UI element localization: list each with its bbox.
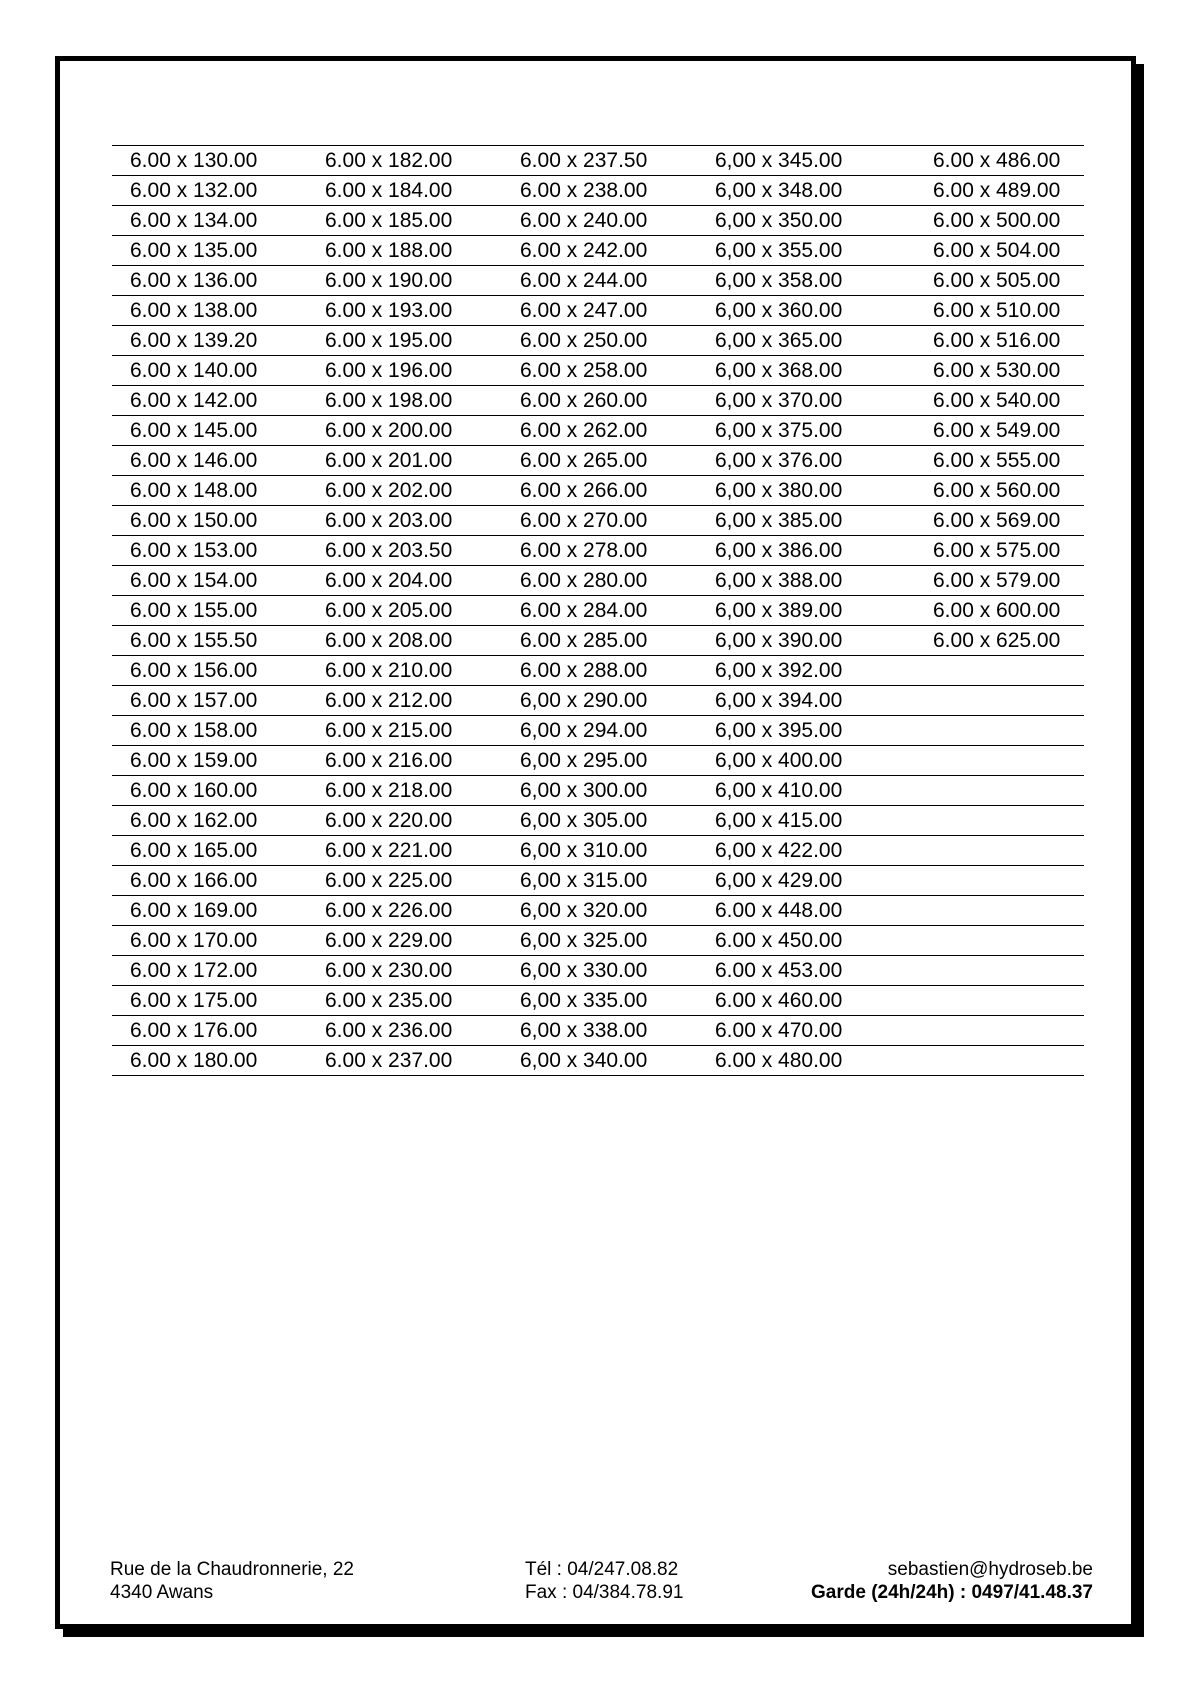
- table-cell: [915, 806, 1084, 836]
- table-cell: 6.00 x 156.00: [112, 656, 307, 686]
- table-cell: 6.00 x 184.00: [307, 176, 502, 206]
- table-cell: 6,00 x 360.00: [697, 296, 915, 326]
- table-cell: 6,00 x 355.00: [697, 236, 915, 266]
- table-cell: 6.00 x 285.00: [502, 626, 697, 656]
- table-cell: 6.00 x 235.00: [307, 986, 502, 1016]
- table-cell: 6,00 x 365.00: [697, 326, 915, 356]
- table-cell: 6.00 x 153.00: [112, 536, 307, 566]
- table-row: [112, 146, 1084, 176]
- table-cell: 6.00 x 230.00: [307, 956, 502, 986]
- table-cell: [915, 656, 1084, 686]
- table-cell: 6.00 x 505.00: [915, 266, 1084, 296]
- table-cell: 6,00 x 386.00: [697, 536, 915, 566]
- table-row: [112, 686, 1084, 716]
- table-row: [112, 626, 1084, 656]
- table-cell: 6.00 x 500.00: [915, 206, 1084, 236]
- table-cell: 6.00 x 530.00: [915, 356, 1084, 386]
- table-cell: 6.00 x 203.50: [307, 536, 502, 566]
- table-cell: 6.00 x 195.00: [307, 326, 502, 356]
- tel-number: Tél : 04/247.08.82: [525, 1559, 679, 1580]
- table-cell: 6.00 x 238.00: [502, 176, 697, 206]
- table-cell: 6.00 x 284.00: [502, 596, 697, 626]
- table-cell: 6.00 x 450.00: [697, 926, 915, 956]
- table-row: [112, 656, 1084, 686]
- table-cell: 6,00 x 310.00: [502, 836, 697, 866]
- table-row: [112, 326, 1084, 356]
- table-cell: 6,00 x 300.00: [502, 776, 697, 806]
- table-row: [112, 986, 1084, 1016]
- table-row: [112, 236, 1084, 266]
- table-cell: 6.00 x 204.00: [307, 566, 502, 596]
- table-cell: 6,00 x 290.00: [502, 686, 697, 716]
- table-cell: 6.00 x 210.00: [307, 656, 502, 686]
- table-cell: 6.00 x 193.00: [307, 296, 502, 326]
- table-cell: 6.00 x 510.00: [915, 296, 1084, 326]
- table-cell: 6.00 x 203.00: [307, 506, 502, 536]
- footer: [110, 1558, 1093, 1608]
- table-cell: 6.00 x 202.00: [307, 476, 502, 506]
- table-cell: 6.00 x 242.00: [502, 236, 697, 266]
- email-link[interactable]: sebastien@hydroseb.be: [887, 1559, 1093, 1580]
- table-cell: 6.00 x 142.00: [112, 386, 307, 416]
- table-cell: 6.00 x 188.00: [307, 236, 502, 266]
- table-cell: 6.00 x 220.00: [307, 806, 502, 836]
- table-cell: 6.00 x 504.00: [915, 236, 1084, 266]
- table-cell: 6.00 x 208.00: [307, 626, 502, 656]
- table-row: [112, 566, 1084, 596]
- table-row: [112, 356, 1084, 386]
- table-cell: 6,00 x 400.00: [697, 746, 915, 776]
- table-row: [112, 476, 1084, 506]
- table-cell: 6,00 x 305.00: [502, 806, 697, 836]
- table-cell: 6,00 x 389.00: [697, 596, 915, 626]
- table-cell: 6.00 x 575.00: [915, 536, 1084, 566]
- table-cell: 6.00 x 270.00: [502, 506, 697, 536]
- table-cell: 6.00 x 140.00: [112, 356, 307, 386]
- table-cell: 6.00 x 169.00: [112, 896, 307, 926]
- table-cell: 6.00 x 160.00: [112, 776, 307, 806]
- table-cell: 6.00 x 154.00: [112, 566, 307, 596]
- table-cell: 6,00 x 385.00: [697, 506, 915, 536]
- table-cell: 6,00 x 410.00: [697, 776, 915, 806]
- table-cell: 6,00 x 325.00: [502, 926, 697, 956]
- table-cell: 6.00 x 579.00: [915, 566, 1084, 596]
- table-cell: 6.00 x 145.00: [112, 416, 307, 446]
- table-cell: 6.00 x 159.00: [112, 746, 307, 776]
- emergency-line: Garde (24h/24h) : 0497/41.48.37: [811, 1582, 1093, 1603]
- fax-number: Fax : 04/384.78.91: [525, 1582, 684, 1603]
- table-row: [112, 836, 1084, 866]
- table-cell: 6,00 x 330.00: [502, 956, 697, 986]
- table-row: [112, 806, 1084, 836]
- table-cell: 6.00 x 212.00: [307, 686, 502, 716]
- table-row: [112, 746, 1084, 776]
- table-row: [112, 1046, 1084, 1076]
- table-cell: 6.00 x 240.00: [502, 206, 697, 236]
- table-cell: 6,00 x 390.00: [697, 626, 915, 656]
- table-cell: 6.00 x 139.20: [112, 326, 307, 356]
- table-cell: 6.00 x 130.00: [112, 146, 307, 176]
- table-cell: 6.00 x 218.00: [307, 776, 502, 806]
- table-cell: 6.00 x 247.00: [502, 296, 697, 326]
- table-cell: 6.00 x 448.00: [697, 896, 915, 926]
- dimensions-table-body: [112, 146, 1084, 1076]
- table-cell: 6,00 x 335.00: [502, 986, 697, 1016]
- table-cell: 6.00 x 172.00: [112, 956, 307, 986]
- table-cell: 6.00 x 226.00: [307, 896, 502, 926]
- table-row: [112, 266, 1084, 296]
- table-cell: 6.00 x 196.00: [307, 356, 502, 386]
- dimensions-table: [112, 145, 1084, 1076]
- table-cell: 6,00 x 345.00: [697, 146, 915, 176]
- table-row: [112, 866, 1084, 896]
- table-cell: 6.00 x 155.50: [112, 626, 307, 656]
- table-cell: 6.00 x 266.00: [502, 476, 697, 506]
- table-cell: 6.00 x 555.00: [915, 446, 1084, 476]
- table-cell: 6.00 x 600.00: [915, 596, 1084, 626]
- table-cell: 6,00 x 340.00: [502, 1046, 697, 1076]
- table-cell: 6.00 x 280.00: [502, 566, 697, 596]
- table-cell: 6.00 x 216.00: [307, 746, 502, 776]
- address-city: 4340 Awans: [110, 1582, 214, 1603]
- table-cell: 6.00 x 175.00: [112, 986, 307, 1016]
- table-cell: 6.00 x 132.00: [112, 176, 307, 206]
- table-cell: 6.00 x 516.00: [915, 326, 1084, 356]
- table-cell: 6,00 x 429.00: [697, 866, 915, 896]
- table-row: [112, 506, 1084, 536]
- table-row: [112, 176, 1084, 206]
- table-cell: 6.00 x 176.00: [112, 1016, 307, 1046]
- table-cell: [915, 926, 1084, 956]
- table-cell: 6.00 x 260.00: [502, 386, 697, 416]
- table-cell: 6.00 x 486.00: [915, 146, 1084, 176]
- table-cell: 6.00 x 215.00: [307, 716, 502, 746]
- table-cell: 6,00 x 394.00: [697, 686, 915, 716]
- table-cell: 6.00 x 250.00: [502, 326, 697, 356]
- table-cell: 6.00 x 480.00: [697, 1046, 915, 1076]
- table-cell: 6.00 x 625.00: [915, 626, 1084, 656]
- table-row: [112, 1016, 1084, 1046]
- table-cell: 6.00 x 201.00: [307, 446, 502, 476]
- table-cell: 6.00 x 205.00: [307, 596, 502, 626]
- footer-address: [110, 1558, 354, 1604]
- table-cell: 6.00 x 265.00: [502, 446, 697, 476]
- table-cell: 6.00 x 134.00: [112, 206, 307, 236]
- table-cell: 6,00 x 348.00: [697, 176, 915, 206]
- table-cell: 6.00 x 146.00: [112, 446, 307, 476]
- table-cell: 6.00 x 453.00: [697, 956, 915, 986]
- table-cell: 6.00 x 148.00: [112, 476, 307, 506]
- table-cell: 6.00 x 158.00: [112, 716, 307, 746]
- footer-phone: [525, 1558, 683, 1604]
- table-cell: 6.00 x 135.00: [112, 236, 307, 266]
- table-cell: 6,00 x 375.00: [697, 416, 915, 446]
- table-cell: 6.00 x 489.00: [915, 176, 1084, 206]
- table-cell: 6,00 x 294.00: [502, 716, 697, 746]
- table-cell: 6.00 x 560.00: [915, 476, 1084, 506]
- table-cell: 6.00 x 288.00: [502, 656, 697, 686]
- table-cell: 6,00 x 370.00: [697, 386, 915, 416]
- table-cell: 6.00 x 185.00: [307, 206, 502, 236]
- table-row: [112, 896, 1084, 926]
- table-cell: 6.00 x 460.00: [697, 986, 915, 1016]
- table-row: [112, 206, 1084, 236]
- address-street: Rue de la Chaudronnerie, 22: [110, 1559, 355, 1580]
- table-cell: [915, 956, 1084, 986]
- table-cell: 6,00 x 338.00: [502, 1016, 697, 1046]
- table-row: [112, 536, 1084, 566]
- table-cell: 6.00 x 237.50: [502, 146, 697, 176]
- table-cell: 6,00 x 358.00: [697, 266, 915, 296]
- table-cell: 6.00 x 549.00: [915, 416, 1084, 446]
- table-cell: 6.00 x 470.00: [697, 1016, 915, 1046]
- table-cell: 6.00 x 221.00: [307, 836, 502, 866]
- table-cell: 6.00 x 244.00: [502, 266, 697, 296]
- table-row: [112, 416, 1084, 446]
- table-cell: 6.00 x 200.00: [307, 416, 502, 446]
- table-cell: 6,00 x 320.00: [502, 896, 697, 926]
- table-row: [112, 716, 1084, 746]
- table-cell: [915, 1046, 1084, 1076]
- table-cell: 6,00 x 395.00: [697, 716, 915, 746]
- table-cell: 6.00 x 136.00: [112, 266, 307, 296]
- table-cell: 6.00 x 237.00: [307, 1046, 502, 1076]
- table-cell: 6.00 x 157.00: [112, 686, 307, 716]
- table-cell: 6.00 x 236.00: [307, 1016, 502, 1046]
- table-cell: 6,00 x 295.00: [502, 746, 697, 776]
- table-cell: 6.00 x 138.00: [112, 296, 307, 326]
- table-cell: 6,00 x 350.00: [697, 206, 915, 236]
- table-cell: [915, 776, 1084, 806]
- table-row: [112, 296, 1084, 326]
- table-cell: [915, 716, 1084, 746]
- table-cell: 6,00 x 380.00: [697, 476, 915, 506]
- table-cell: 6,00 x 388.00: [697, 566, 915, 596]
- table-cell: [915, 866, 1084, 896]
- table-cell: 6,00 x 415.00: [697, 806, 915, 836]
- table-row: [112, 386, 1084, 416]
- table-cell: 6.00 x 182.00: [307, 146, 502, 176]
- table-cell: 6.00 x 258.00: [502, 356, 697, 386]
- table-cell: 6.00 x 229.00: [307, 926, 502, 956]
- table-cell: 6.00 x 198.00: [307, 386, 502, 416]
- table-cell: 6.00 x 166.00: [112, 866, 307, 896]
- table-cell: 6,00 x 315.00: [502, 866, 697, 896]
- table-cell: 6.00 x 170.00: [112, 926, 307, 956]
- table-row: [112, 446, 1084, 476]
- table-cell: 6.00 x 162.00: [112, 806, 307, 836]
- table-cell: 6,00 x 368.00: [697, 356, 915, 386]
- table-row: [112, 596, 1084, 626]
- table-cell: 6,00 x 422.00: [697, 836, 915, 866]
- table-cell: 6,00 x 376.00: [697, 446, 915, 476]
- table-cell: 6.00 x 569.00: [915, 506, 1084, 536]
- table-cell: 6.00 x 278.00: [502, 536, 697, 566]
- table-row: [112, 776, 1084, 806]
- table-cell: 6.00 x 190.00: [307, 266, 502, 296]
- table-cell: 6.00 x 180.00: [112, 1046, 307, 1076]
- table-cell: 6.00 x 262.00: [502, 416, 697, 446]
- table-cell: 6.00 x 165.00: [112, 836, 307, 866]
- table-cell: [915, 836, 1084, 866]
- table-cell: 6,00 x 392.00: [697, 656, 915, 686]
- table-cell: [915, 896, 1084, 926]
- table-cell: 6.00 x 155.00: [112, 596, 307, 626]
- table-row: [112, 926, 1084, 956]
- table-cell: [915, 1016, 1084, 1046]
- table-cell: 6.00 x 540.00: [915, 386, 1084, 416]
- table-row: [112, 956, 1084, 986]
- table-cell: [915, 746, 1084, 776]
- table-cell: [915, 686, 1084, 716]
- table-cell: 6.00 x 225.00: [307, 866, 502, 896]
- table-cell: [915, 986, 1084, 1016]
- table-cell: 6.00 x 150.00: [112, 506, 307, 536]
- footer-contact: [811, 1558, 1093, 1604]
